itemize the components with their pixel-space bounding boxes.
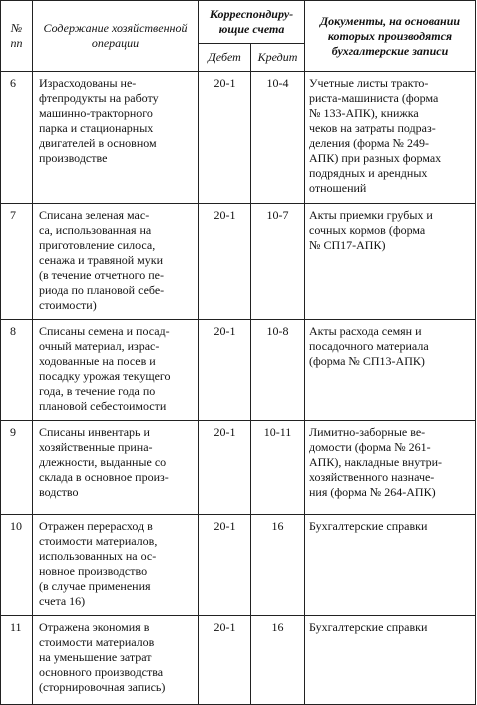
- row-credit: 10-8: [251, 320, 305, 421]
- row-operation: Израсходованы не- фтепродукты на работу машинно-тракторного парка и стационарных двигателей в основном производстве: [33, 72, 199, 204]
- row-debit: 20-1: [199, 421, 251, 515]
- row-documents: Бухгалтерские справки: [305, 616, 476, 705]
- row-documents: Акты расхода семян и посадочного материала (форма № СП13-АПК): [305, 320, 476, 421]
- row-num: 8: [1, 320, 33, 421]
- row-documents: Учетные листы тракто- риста-машиниста (форма № 133-АПК), книжка чеков на затраты подраз- деления (форма № 249- АПК) при разных формах подрядных и арендных отношений: [305, 72, 476, 204]
- header-credit: Кредит: [251, 44, 305, 72]
- header-debit: Дебет: [199, 44, 251, 72]
- row-operation: Отражена экономия в стоимости материалов на уменьшение затрат основного производства (сторнировочная запись): [33, 616, 199, 705]
- table-row: [1, 204, 476, 320]
- row-num: 11: [1, 616, 33, 705]
- row-debit: 20-1: [199, 616, 251, 705]
- header-documents: Документы, на основании которых производятся бухгалтерские записи: [305, 1, 476, 72]
- table-row: [1, 72, 476, 204]
- row-credit: 10-4: [251, 72, 305, 204]
- row-documents: Лимитно-заборные ве- домости (форма № 261- АПК), накладные внутри- хозяйственного назначе- ния (форма № 264-АПК): [305, 421, 476, 515]
- table-row: [1, 320, 476, 421]
- row-credit: 16: [251, 515, 305, 616]
- row-num: 9: [1, 421, 33, 515]
- row-num: 6: [1, 72, 33, 204]
- row-credit: 16: [251, 616, 305, 705]
- row-documents: Акты приемки грубых и сочных кормов (форма № СП17-АПК): [305, 204, 476, 320]
- row-operation: Списана зеленая мас- са, использованная на приготовление силоса, сенажа и травяной муки (в течение отчетного пе- риода по плановой себе- стоимости): [33, 204, 199, 320]
- table-row: [1, 421, 476, 515]
- row-debit: 20-1: [199, 72, 251, 204]
- table-header-row: [1, 1, 476, 44]
- header-operation: Содержание хозяйственной операции: [33, 1, 199, 72]
- table-row: [1, 616, 476, 705]
- row-debit: 20-1: [199, 320, 251, 421]
- row-operation: Отражен перерасход в стоимости материалов, использованных на ос- новное производство (в случае применения счета 16): [33, 515, 199, 616]
- row-debit: 20-1: [199, 515, 251, 616]
- table-row: [1, 515, 476, 616]
- header-corr-accounts: Корреспондиру- ющие счета: [199, 1, 305, 44]
- row-num: 7: [1, 204, 33, 320]
- row-documents: Бухгалтерские справки: [305, 515, 476, 616]
- row-num: 10: [1, 515, 33, 616]
- row-credit: 10-7: [251, 204, 305, 320]
- header-num: № пп: [1, 1, 33, 72]
- row-operation: Списаны семена и посад- очный материал, израс- ходованные на посев и посадку урожая текущего года, в течение года по плановой себестоимости: [33, 320, 199, 421]
- row-debit: 20-1: [199, 204, 251, 320]
- row-credit: 10-11: [251, 421, 305, 515]
- row-operation: Списаны инвентарь и хозяйственные прина- длежности, выданные со склада в основное произ- водство: [33, 421, 199, 515]
